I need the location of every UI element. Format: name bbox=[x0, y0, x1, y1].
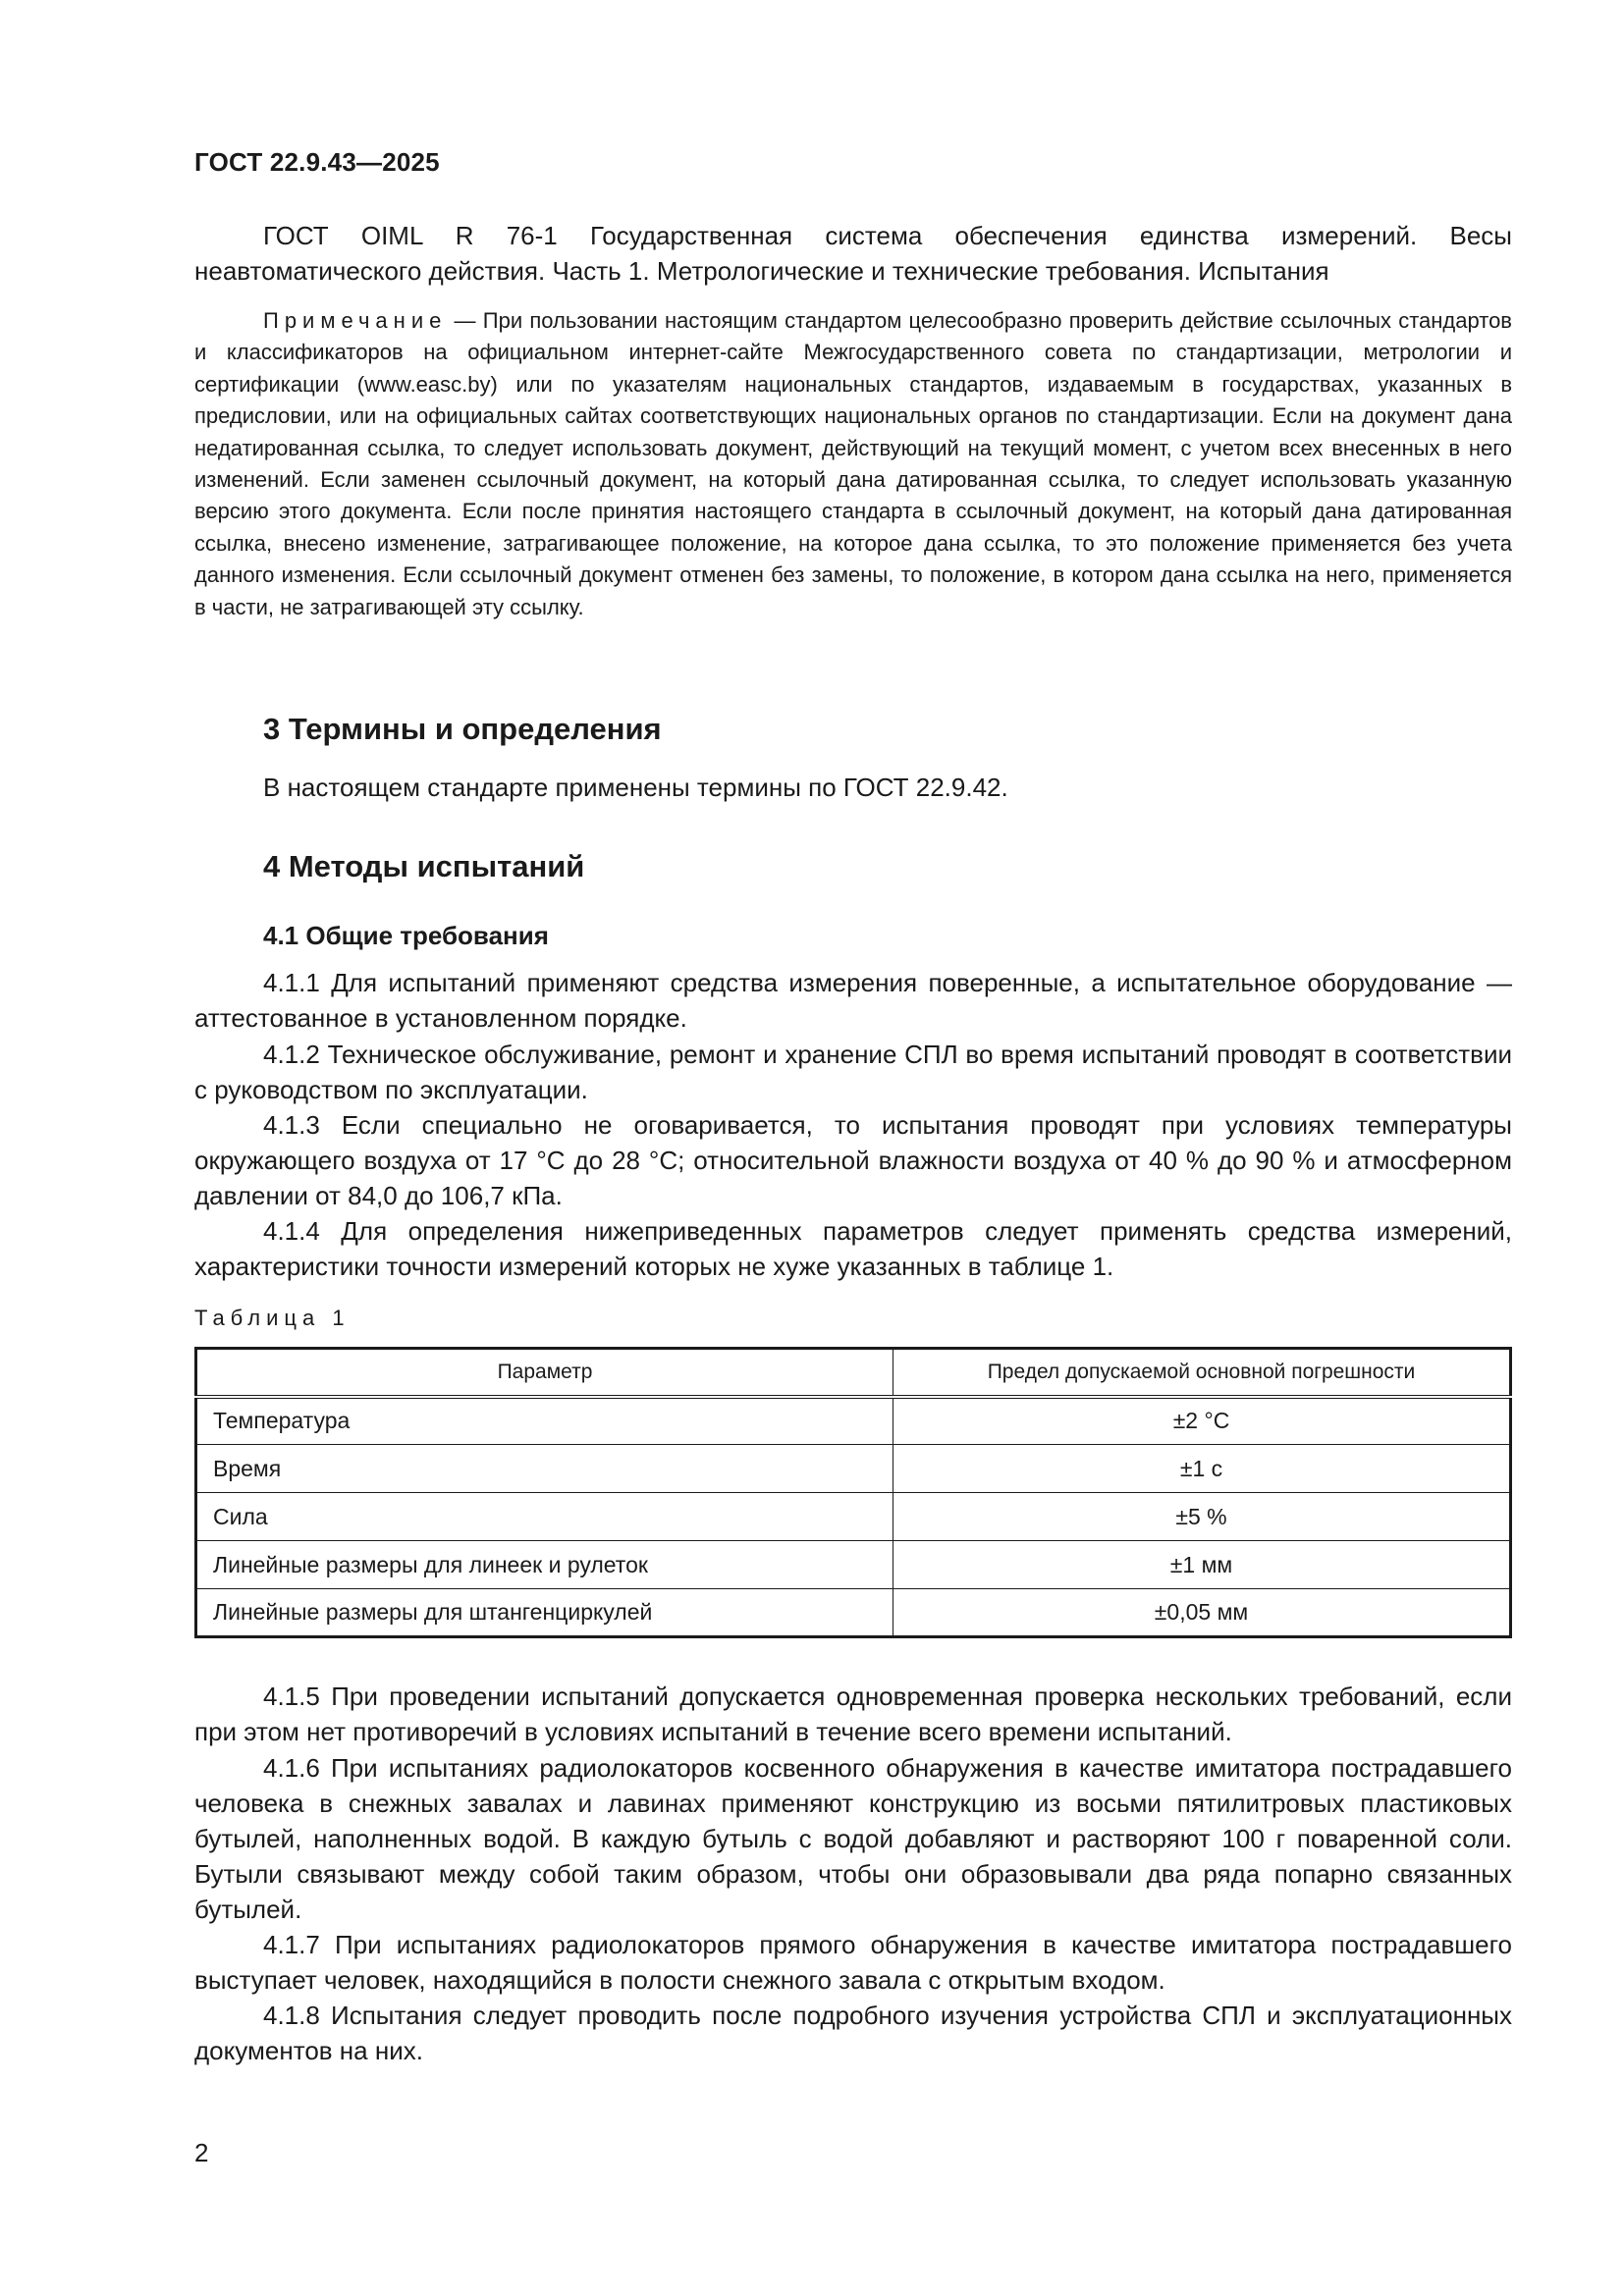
parameter-cell: Линейные размеры для линеек и рулеток bbox=[196, 1541, 893, 1589]
parameter-cell: Сила bbox=[196, 1493, 893, 1541]
table-1 bbox=[194, 1347, 1512, 1638]
parameter-cell: Время bbox=[196, 1445, 893, 1493]
paragraph-4-1-7: 4.1.7 При испытаниях радиолокаторов прямого обнаружения в качестве имитатора пострадавшего выступает человек, находящийся в полости снежного завала с открытым входом. bbox=[194, 1930, 1512, 1995]
table-row bbox=[196, 1445, 1511, 1493]
paragraph-4-1-5: 4.1.5 При проведении испытаний допускается одновременная проверка нескольких требований, если при этом нет противоречий в условиях испытаний в течение всего времени испытаний. bbox=[194, 1682, 1512, 1746]
table-row bbox=[196, 1541, 1511, 1589]
paragraph-4-1-6: 4.1.6 При испытаниях радиолокаторов косвенного обнаружения в качестве имитатора пострадавшего человека в снежных завалах и лавинах применяют конструкцию из восьми пятилитровых пластиковых бутылей, наполненных водой. В каждую бутыль с водой добавляют и растворяют 100 г поваренной соли. Бутыли связывают между собой таким образом, чтобы они образовывали два ряда попарно связанных бутылей. bbox=[194, 1753, 1512, 1924]
paragraph-4-1-2: 4.1.2 Техническое обслуживание, ремонт и хранение СПЛ во время испытаний проводят в соответствии с руководством по эксплуатации. bbox=[194, 1040, 1512, 1104]
table-row bbox=[196, 1397, 1511, 1445]
note-paragraph bbox=[194, 305, 1512, 623]
value-cell: ±1 мм bbox=[893, 1541, 1511, 1589]
value-cell: ±5 % bbox=[893, 1493, 1511, 1541]
header-error-limit: Предел допускаемой основной погрешности bbox=[893, 1349, 1511, 1397]
value-cell: ±1 с bbox=[893, 1445, 1511, 1493]
paragraph-4-1-8: 4.1.8 Испытания следует проводить после подробного изучения устройства СПЛ и эксплуатационных документов на них. bbox=[194, 2001, 1512, 2065]
section-4-title: 4 Методы испытаний bbox=[263, 849, 585, 883]
table-header-row bbox=[196, 1349, 1511, 1397]
header-parameter: Параметр bbox=[196, 1349, 893, 1397]
note-text: — При пользовании настоящим стандартом целесообразно проверить действие ссылочных стандартов и классификаторов на официальном интернет-сайте Межгосударственного совета по стандартизации, метрологии и сертификации (www.easc.by) или по указателям национальных стандартов, издаваемым в государствах, указанных в предисловии, или на официальных сайтах соответствующих национальных органов по стандартизации. Если на документ дана недатированная ссылка, то следует использовать документ, действующий на текущий момент, с учетом всех внесенных в него изменений. Если заменен ссылочный документ, на который дана датированная ссылка, то следует использовать указанную версию этого документа. Если после принятия настоящего стандарта в ссылочный документ, на который дана датированная ссылка, внесено изменение, затрагивающее положение, на которое дана ссылка, то это положение применяется без учета данного изменения. Если ссылочный документ отменен без замены, то положение, в котором дана ссылка на него, применяется в части, не затрагивающей эту ссылку. bbox=[194, 308, 1512, 619]
table-caption: Таблица 1 bbox=[194, 1306, 351, 1330]
paragraph-4-1-3: 4.1.3 Если специально не оговаривается, то испытания проводят при условиях температуры окружающего воздуха от 17 °С до 28 °С; относительной влажности воздуха от 40 % до 90 % и атмосферном давлении от 84,0 до 106,7 кПа. bbox=[194, 1110, 1512, 1210]
note-label: Примечание bbox=[263, 308, 448, 333]
page-number: 2 bbox=[194, 2138, 209, 2167]
subsection-4-1-title: 4.1 Общие требования bbox=[263, 921, 549, 950]
parameter-cell: Линейные размеры для штангенциркулей bbox=[196, 1589, 893, 1637]
paragraph-4-1-1: 4.1.1 Для испытаний применяют средства измерения поверенные, а испытательное оборудование — аттестованное в установленном порядке. bbox=[194, 968, 1512, 1033]
section-3-text: В настоящем стандарте применены термины по ГОСТ 22.9.42. bbox=[263, 773, 1008, 802]
reference-entry: ГОСТ OIML R 76-1 Государственная система обеспечения единства измерений. Весы неавтоматического действия. Часть 1. Метрологические и технические требования. Испытания bbox=[194, 221, 1512, 286]
value-cell: ±2 °С bbox=[893, 1397, 1511, 1445]
section-3-title: 3 Термины и определения bbox=[263, 712, 662, 746]
value-cell: ±0,05 мм bbox=[893, 1589, 1511, 1637]
table-row bbox=[196, 1493, 1511, 1541]
table-row bbox=[196, 1589, 1511, 1637]
document-header: ГОСТ 22.9.43—2025 bbox=[194, 147, 440, 177]
parameter-cell: Температура bbox=[196, 1397, 893, 1445]
paragraph-4-1-4: 4.1.4 Для определения нижеприведенных параметров следует применять средства измерений, характеристики точности измерений которых не хуже указанных в таблице 1. bbox=[194, 1216, 1512, 1281]
